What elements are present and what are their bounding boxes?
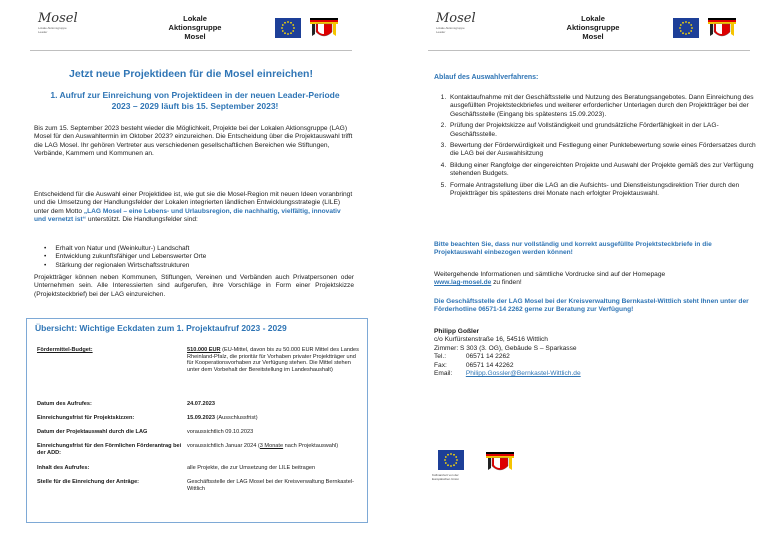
list-item: 4. Bildung einer Rangfolge der eingereichten Projekte und Auswahl der Projekte gemäß des zur Verfügung stehenden Budgets. (448, 162, 764, 179)
intro-paragraph: Bis zum 15. September 2023 besteht wieder die Möglichkeit, Projekte bei der Lokalen Aktionsgruppe (LAG) Mosel für den Auswahltermin im Oktober 2023? einzureichen. Die Entscheidung über die Projektauswahl trifft die LAG Mosel. Ihr gehören Vertreter aus verschiedenen gesellschaftlichen Bereichen wie Stiftungen, Verbände, Kammern und Kommunen an. (34, 125, 353, 158)
contact-name: Philipp Goßler (434, 328, 480, 335)
eu-caption: Kofinanziert von der Europäischen Union (432, 473, 460, 481)
list-item: 2. Prüfung der Projektskizze auf Vollständigkeit und grundsätzliche Förderfähigkeit in der LAG-Geschäftsstelle. (448, 122, 764, 139)
list-item: 5. Formale Antragstellung über die LAG an die Aufsichts- und Dienstleistungsdirektion Trier durch den Projektträger bis spätestens drei Monate nach erfolgter Projektauswahl. (448, 182, 764, 199)
motto-highlight: „LAG Mosel – eine Lebens- und Urlaubsregion, die nachhaltig, vielfältig, innovativ und vernetzt ist“ (34, 207, 341, 224)
budget-row: Fördermittel-Budget: 510.000 EUR (EU-Mittel, davon bis zu 50.000 EUR Mittel des Landes Rheinland-Pfalz, die prioritär für Vorhaben privater Projektträger und für Kooperationsvorhaben zur Verfügung stehen. Die Mittel stehen unter dem Vorbehalt der Bereitstellung im Landeshaushalt) (37, 347, 359, 373)
rlp-coat-of-arms-icon (482, 448, 518, 476)
homepage-link[interactable]: www.lag-mosel.de (434, 279, 492, 287)
procedure-steps-list (434, 94, 764, 201)
email-link[interactable]: Philipp.Gossler@Bernkastel-Wittlich.de (465, 370, 581, 378)
eu-flag-icon (438, 450, 464, 470)
hotline-note: Die Geschäftsstelle der LAG Mosel bei der Kreisverwaltung Bernkastel-Wittlich steht Ihnen unter der Förderhotline 06571-14 2262 gerne zur Beratung zur Verfügung! (434, 298, 749, 314)
contact-phone: Tel.: 06571 14 2262 (434, 353, 510, 361)
traeger-paragraph: Projektträger können neben Kommunen, Stiftungen, Vereinen und Verbänden auch Privatpersonen oder Unternehmen sein. Alle Interessierten sind aufgerufen, ihre Vorschläge in Form einer Projektskizze (Projektsteckbrief) bei der LAG einzureichen. (34, 274, 354, 298)
flyer-page-2 (408, 6, 770, 546)
list-item: • Entwicklung zukunftsfähiger und Lebenswerter Orte (44, 253, 344, 261)
contact-email: Email: Philipp.Gossler@Bernkastel-Wittlich.de (434, 370, 581, 378)
lag-title: Lokale Aktionsgruppe Mosel (168, 14, 222, 41)
handlungsfelder-list (44, 245, 344, 270)
flyer-page-1 (10, 6, 372, 546)
page-subtitle: 1. Aufruf zur Einreichung von Projektideen in der neuen Leader-Periode 2023 – 2029 läuft bis 15. September 2023! (50, 90, 340, 111)
eu-flag-icon (673, 18, 699, 38)
completeness-note: Bitte beachten Sie, dass nur vollständig und korrekt ausgefüllte Projektsteckbriefe in die Projektauswahl einbezogen werden können! (434, 241, 712, 257)
mosel-logo: Mosel Lokale Aktionsgruppe Leader (38, 11, 78, 34)
page-header (10, 6, 372, 50)
criteria-paragraph: Entscheidend für die Auswahl einer Projektidee ist, wie gut sie die Mosel-Region mit neuen Ideen voranbringt und die Umsetzung der Handlungsfelder der Lokalen integrierten ländlichen Entwicklungsstrategie (LILE) unter dem Motto „LAG Mosel – eine Lebens- und Urlaubsregion, die nachhaltig, vielfältig, innovativ und vernetzt ist“ unterstützt. Die Handlungsfelder sind: (34, 191, 353, 224)
header-divider (428, 50, 750, 51)
list-item: • Erhalt von Natur und (Weinkultur-) Landschaft (44, 245, 344, 253)
mosel-logo: Mosel Lokale Aktionsgruppe Leader (436, 11, 476, 34)
eckdaten-box: Übersicht: Wichtige Eckdaten zum 1. Projektaufruf 2023 - 2029 Fördermittel-Budget: 510.000 EUR (EU-Mittel, davon bis zu 50.000 EUR Mittel des Landes Rheinland-Pfalz, die prioritär für Vorhaben privater Projektträger und für Kooperationsvorhaben zur Verfügung stehen. Die Mittel stehen unter dem Vorbehalt der Bereitstellung im Landeshaushalt) Datum des Aufrufes: 24.07.2023 Einreichungsfrist für Projektskizzen: 15.09.2023 (Ausschlussfrist) Datum der Projektauswahl durch die LAG voraussichtlich 09.10.2023 Einreichungsfrist für den Förmlichen Förderantrag bei der ADD: voraussichtlich Januar 2024 (3 Monate nach Projektauswahl) Inhalt des Aufrufes: alle Projekte, die zur Umsetzung der LILE beitragen Stelle für die Einreichung der Anträge: Geschäftsstelle der LAG Mosel bei der Kreisverwaltung Bernkastel-Wittlich (26, 318, 368, 523)
page-title: Jetzt neue Projektideen für die Mosel einreichen! (69, 68, 313, 80)
contact-block: Philipp Goßler c/o Kurfürstenstraße 16, 54516 Wittlich Zimmer: S 303 (3. OG), Gebäude S – Sparkasse Tel.: 06571 14 2262 Fax: 06571 14 42262 Email: Philipp.Gossler@Bernkastel-Wittlich.de (434, 328, 754, 378)
header-divider (30, 50, 352, 51)
antrag-row: Einreichungsfrist für den Förmlichen Förderantrag bei der ADD: voraussichtlich Januar 2024 (3 Monate nach Projektauswahl) (37, 443, 339, 456)
section-heading: Ablauf des Auswahlverfahrens: (434, 74, 539, 81)
lag-title: Lokale Aktionsgruppe Mosel (566, 14, 620, 41)
box-title: Übersicht: Wichtige Eckdaten zum 1. Projektaufruf 2023 - 2029 (35, 323, 287, 333)
rlp-coat-of-arms-icon (704, 14, 740, 42)
contact-fax: Fax: 06571 14 42262 (434, 361, 514, 369)
rlp-coat-of-arms-icon (306, 14, 342, 42)
list-item: 1. Kontaktaufnahme mit der Geschäftsstelle und Nutzung des Beratungsangebotes. Dann Einreichung des ausgefüllten Projektsteckbriefes und weiterer erforderlicher Unterlagen durch den Projektträger bei der Geschäftsstelle (Eingang bis spätestens 15.09.2023). (448, 94, 764, 119)
list-item: 3. Bewertung der Förderwürdigkeit und Festlegung einer Punktebewertung sowie eines Fördersatzes durch die LAG bei der Auswahlsitzung (448, 142, 764, 159)
eu-flag-icon (275, 18, 301, 38)
stelle-row: Stelle für die Einreichung der Anträge: Geschäftsstelle der LAG Mosel bei der Kreisverwaltung Bernkastel-Wittlich (37, 479, 354, 492)
list-item: • Stärkung der regionalen Wirtschaftsstrukturen (44, 262, 344, 270)
homepage-info: Weitergehende Informationen und sämtliche Vordrucke sind auf der Homepage www.lag-mosel.de zu finden! (434, 271, 666, 287)
page-header (408, 6, 770, 50)
footer-logos (432, 446, 542, 491)
